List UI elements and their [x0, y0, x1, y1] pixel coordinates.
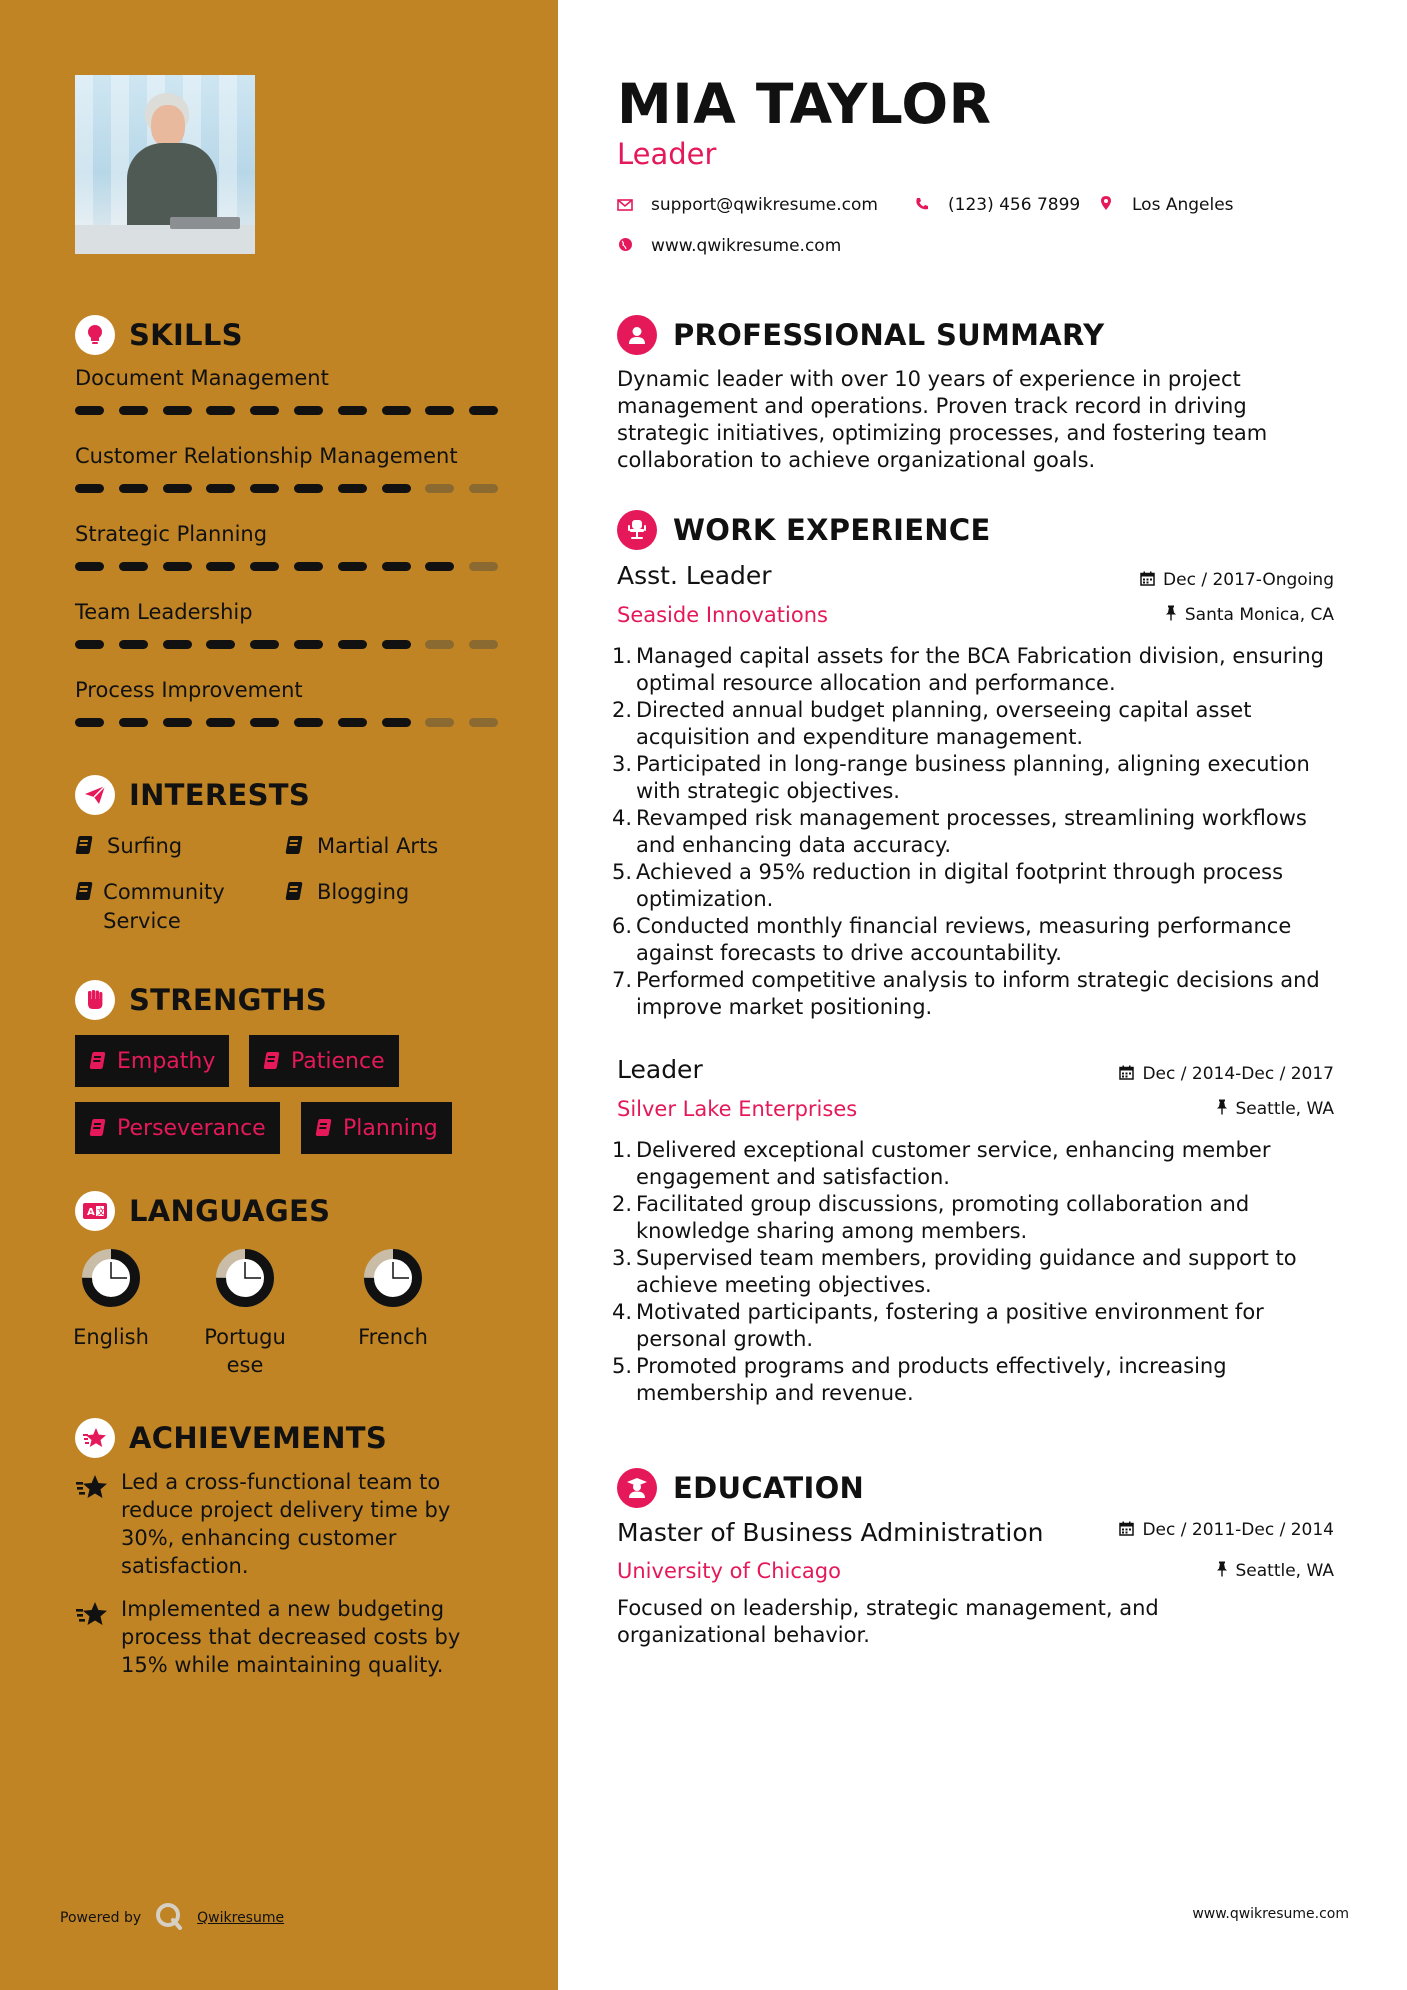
skill-level-segment [294, 718, 323, 727]
candidate-role: Leader [617, 137, 717, 171]
skill-level-segment [163, 562, 192, 571]
skill-level-segment [382, 406, 411, 415]
lightbulb-icon [75, 315, 115, 355]
skill-level-segment [425, 562, 454, 571]
skill-level-segment [338, 562, 367, 571]
languages-heading [75, 1191, 330, 1231]
job-bullet: 1. Delivered exceptional customer service, enhancing member engagement and satisfaction. [612, 1138, 1271, 1189]
user-icon [617, 315, 657, 355]
job-bullet: 5. Promoted programs and products effectively, increasing membership and revenue. [612, 1354, 1227, 1405]
skill-level-segment [469, 562, 498, 571]
job-bullet: 5. Achieved a 95% reduction in digital footprint through process optimization. [612, 860, 1284, 911]
skill-level-segment [250, 562, 279, 571]
skill-level-segment [75, 718, 104, 727]
job-bullet: 1. Managed capital assets for the BCA Fabrication division, ensuring optimal resource allocation and performance. [612, 644, 1324, 695]
job-bullets [612, 643, 1332, 1021]
job-location [1165, 605, 1334, 625]
interest-label: Blogging [317, 880, 410, 904]
calendar-icon [1119, 1521, 1134, 1540]
language-label: French [358, 1325, 428, 1349]
raised-fist-icon [75, 980, 115, 1020]
skill-level-segment [75, 406, 104, 415]
book-icon [285, 882, 303, 902]
skill-level-segment [250, 640, 279, 649]
language-item [333, 1247, 453, 1351]
skill-level-segment [425, 640, 454, 649]
job-bullet: 7. Performed competitive analysis to inform strategic decisions and improve market positioning. [612, 968, 1320, 1019]
summary-title: PROFESSIONAL SUMMARY [673, 318, 1105, 352]
school-name: University of Chicago [617, 1559, 841, 1583]
skill-level-meter [75, 484, 513, 493]
language-proficiency-ring [362, 1247, 424, 1309]
skill-level-segment [250, 406, 279, 415]
qwikresume-link[interactable]: Qwikresume [197, 1910, 285, 1926]
education-location-text: Seattle, WA [1235, 1561, 1334, 1581]
strength-label: Perseverance [117, 1115, 266, 1141]
skill-level-segment [294, 406, 323, 415]
job-bullet: 2. Facilitated group discussions, promoting collaboration and knowledge sharing among members. [612, 1192, 1250, 1243]
paper-plane-icon [75, 775, 115, 815]
skill-level-segment [163, 718, 192, 727]
skill-level-segment [119, 718, 148, 727]
book-icon [285, 836, 303, 856]
svg-text:A: A [87, 1207, 95, 1218]
job-dates [1119, 1064, 1334, 1084]
education-text: Focused on leadership, strategic management, and organizational behavior. [617, 1596, 1159, 1647]
star-badge-icon [75, 1601, 109, 1679]
qwikresume-logo-icon [155, 1902, 183, 1934]
company-name: Seaside Innovations [617, 603, 828, 627]
education-dates [1119, 1520, 1334, 1540]
language-proficiency-ring [214, 1247, 276, 1309]
phone-icon [914, 196, 930, 215]
skill-level-segment [382, 640, 411, 649]
pushpin-icon [1165, 605, 1177, 625]
skill-level-segment [382, 562, 411, 571]
achievements-title: ACHIEVEMENTS [129, 1421, 388, 1455]
language-item [200, 1247, 290, 1379]
skill-level-segment [294, 484, 323, 493]
skill-level-segment [425, 406, 454, 415]
skill-level-segment [206, 640, 235, 649]
job-location-text: Seattle, WA [1235, 1099, 1334, 1119]
skill-label: Process Improvement [75, 678, 303, 702]
book-icon [89, 1052, 105, 1071]
skill-level-segment [206, 406, 235, 415]
contact-email[interactable] [617, 195, 878, 215]
achievements-heading [75, 1418, 387, 1458]
skills-heading [75, 315, 243, 355]
strength-chip [75, 1035, 229, 1087]
skill-level-segment [75, 562, 104, 571]
achievement-item [75, 1595, 495, 1679]
strength-chip [301, 1102, 452, 1154]
skill-level-segment [119, 484, 148, 493]
skill-level-meter [75, 640, 513, 649]
book-icon [75, 836, 93, 856]
footer-website[interactable]: www.qwikresume.com [1192, 1906, 1349, 1922]
language-label: Portuguese [204, 1325, 286, 1377]
skill-item [75, 444, 500, 468]
interest-item [75, 878, 265, 936]
interest-label: Surfing [107, 834, 183, 858]
company-name: Silver Lake Enterprises [617, 1097, 858, 1121]
job-dates-text: Dec / 2014-Dec / 2017 [1142, 1064, 1334, 1084]
website-text: www.qwikresume.com [651, 236, 842, 256]
skill-level-segment [469, 640, 498, 649]
email-text: support@qwikresume.com [651, 195, 878, 215]
interest-item [75, 832, 182, 861]
interests-title: INTERESTS [129, 778, 311, 812]
skill-level-segment [250, 484, 279, 493]
job-bullet: 4. Motivated participants, fostering a positive environment for personal growth. [612, 1300, 1264, 1351]
education-location [1216, 1561, 1335, 1581]
skill-level-segment [206, 562, 235, 571]
skill-item [75, 678, 500, 702]
strengths-title: STRENGTHS [129, 983, 328, 1017]
globe-icon [617, 237, 633, 256]
book-icon [315, 1119, 331, 1138]
job-location [1216, 1099, 1335, 1119]
interests-heading [75, 775, 310, 815]
job-bullet: 3. Participated in long-range business planning, aligning execution with strategic objectives. [612, 752, 1310, 803]
skill-item [75, 600, 500, 624]
language-proficiency-ring [80, 1247, 142, 1309]
language-label: English [73, 1325, 149, 1349]
skill-level-segment [425, 718, 454, 727]
skill-level-segment [469, 406, 498, 415]
skill-label: Team Leadership [75, 600, 253, 624]
job-dates-text: Dec / 2017-Ongoing [1163, 570, 1334, 590]
phone-text: (123) 456 7899 [948, 195, 1081, 215]
skill-level-meter [75, 718, 513, 727]
skill-level-segment [338, 484, 367, 493]
skill-level-segment [75, 640, 104, 649]
strength-label: Patience [291, 1048, 385, 1074]
education-heading [617, 1468, 864, 1508]
skill-level-segment [338, 718, 367, 727]
profile-photo [75, 75, 255, 254]
skill-level-segment [206, 718, 235, 727]
summary-text: Dynamic leader with over 10 years of experience in project management and operations. Proven track record in driving strategic initiatives, optimizing processes, and fostering team collaboration to achieve organizational goals. [617, 367, 1268, 472]
strength-chip [249, 1035, 399, 1087]
contact-website[interactable] [617, 236, 841, 256]
strength-label: Empathy [117, 1048, 216, 1074]
skill-level-segment [382, 718, 411, 727]
pushpin-icon [1216, 1099, 1228, 1119]
achievement-text: Implemented a new budgeting process that decreased costs by 15% while maintaining quality. [121, 1597, 461, 1677]
map-pin-icon [1098, 195, 1114, 215]
pushpin-icon [1216, 1561, 1228, 1581]
language-item [51, 1247, 171, 1351]
book-icon [89, 1119, 105, 1138]
job-bullet: 3. Supervised team members, providing guidance and support to achieve meeting objectives. [612, 1246, 1297, 1297]
summary-heading [617, 315, 1104, 355]
job-title: Asst. Leader [617, 561, 772, 590]
skill-level-segment [469, 484, 498, 493]
job-dates [1140, 570, 1334, 590]
powered-by [60, 1902, 284, 1934]
strengths-heading [75, 980, 327, 1020]
skill-level-segment [294, 640, 323, 649]
location-text: Los Angeles [1132, 195, 1234, 215]
skill-level-meter [75, 562, 513, 571]
skill-level-meter [75, 406, 513, 415]
skill-level-segment [206, 484, 235, 493]
interest-item [285, 832, 438, 861]
skill-level-segment [119, 640, 148, 649]
svg-text:文: 文 [97, 1207, 105, 1217]
powered-by-label: Powered by [60, 1910, 142, 1926]
contact-location [1098, 195, 1234, 215]
skill-item [75, 522, 500, 546]
degree-title: Master of Business Administration [617, 1518, 1044, 1547]
star-badge-icon [75, 1474, 109, 1580]
skill-level-segment [382, 484, 411, 493]
strength-chip [75, 1102, 280, 1154]
sidebar [0, 0, 558, 1990]
job-location-text: Santa Monica, CA [1184, 605, 1334, 625]
strength-label: Planning [343, 1115, 438, 1141]
skill-level-segment [163, 640, 192, 649]
job-bullet: 4. Revamped risk management processes, streamlining workflows and enhancing data accuracy. [612, 806, 1307, 857]
education-dates-text: Dec / 2011-Dec / 2014 [1142, 1520, 1334, 1540]
skills-title: SKILLS [129, 318, 243, 352]
skill-level-segment [250, 718, 279, 727]
interest-label: Martial Arts [317, 834, 439, 858]
job-bullet: 6. Conducted monthly financial reviews, measuring performance against forecasts to drive accountability. [612, 914, 1292, 965]
skill-level-segment [163, 484, 192, 493]
calendar-icon [1140, 571, 1155, 590]
graduate-icon [617, 1468, 657, 1508]
skill-level-segment [294, 562, 323, 571]
interest-item [285, 878, 409, 907]
contact-phone[interactable] [914, 195, 1080, 215]
star-badge-icon [75, 1418, 115, 1458]
education-title: EDUCATION [673, 1471, 865, 1505]
job-title: Leader [617, 1055, 703, 1084]
skill-level-segment [425, 484, 454, 493]
achievement-item [75, 1468, 495, 1580]
skill-level-segment [163, 406, 192, 415]
skill-level-segment [75, 484, 104, 493]
skill-level-segment [469, 718, 498, 727]
skill-level-segment [119, 562, 148, 571]
envelope-icon [617, 196, 633, 215]
achievement-text: Led a cross-functional team to reduce project delivery time by 30%, enhancing customer satisfaction. [121, 1470, 451, 1578]
skill-level-segment [119, 406, 148, 415]
skill-item [75, 366, 500, 390]
job-bullets [612, 1137, 1332, 1407]
office-chair-icon [617, 510, 657, 550]
skill-label: Customer Relationship Management [75, 444, 458, 468]
interest-label: Community Service [103, 880, 225, 933]
candidate-name: MIA TAYLOR [617, 72, 992, 136]
book-icon [75, 882, 89, 902]
skill-label: Strategic Planning [75, 522, 268, 546]
skill-label: Document Management [75, 366, 329, 390]
skill-level-segment [338, 406, 367, 415]
experience-title: WORK EXPERIENCE [673, 513, 991, 547]
calendar-icon [1119, 1065, 1134, 1084]
book-icon [263, 1052, 279, 1071]
experience-heading [617, 510, 991, 550]
languages-title: LANGUAGES [129, 1194, 331, 1228]
translate-icon [75, 1191, 115, 1231]
job-bullet: 2. Directed annual budget planning, overseeing capital asset acquisition and expenditure management. [612, 698, 1252, 749]
skill-level-segment [338, 640, 367, 649]
